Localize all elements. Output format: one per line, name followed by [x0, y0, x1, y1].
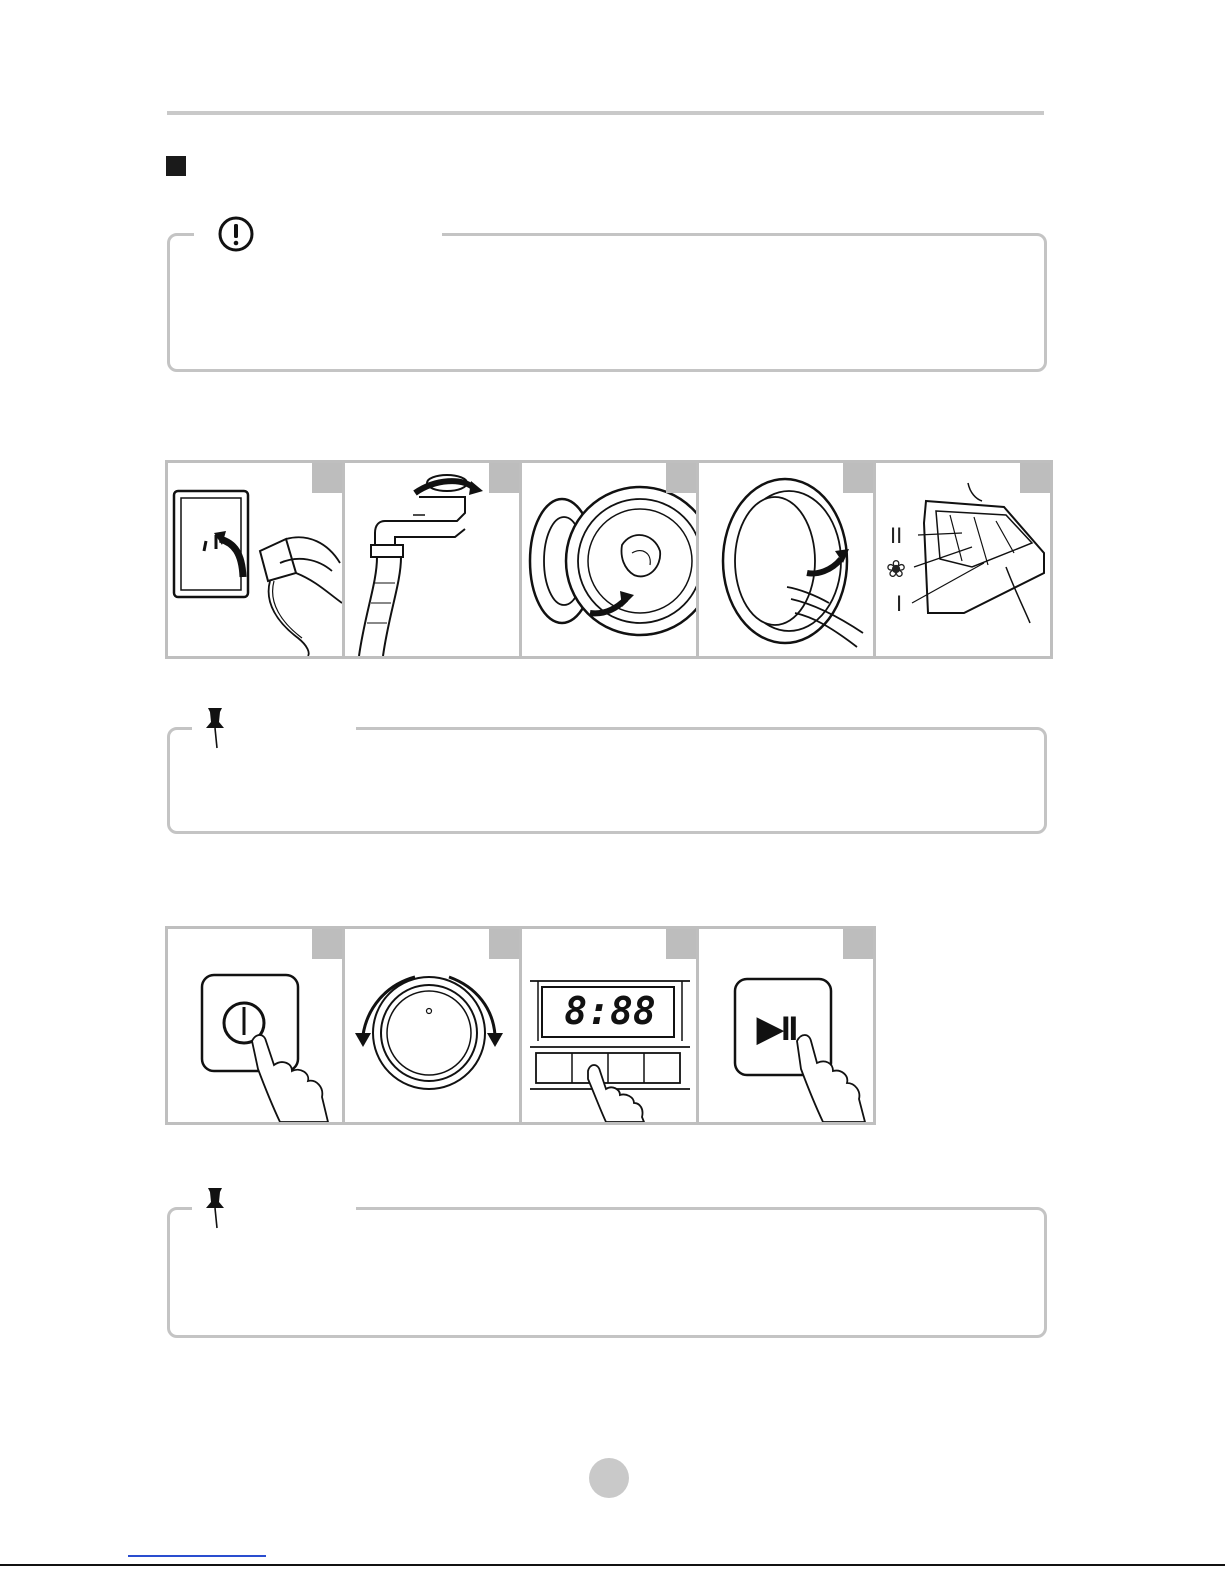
pushpin-icon [200, 706, 230, 750]
preparation-steps [165, 460, 1053, 659]
panel-open-water-tap [345, 463, 519, 656]
panel-load-laundry [522, 463, 696, 656]
pushpin-icon [200, 1186, 230, 1230]
step-tag [312, 929, 342, 959]
page-number-badge [589, 1458, 629, 1498]
note-box-1 [167, 727, 1047, 834]
panel-plug-in-power [168, 463, 342, 656]
footer-rule [0, 1564, 1225, 1566]
start-pause-icon: ▶II [757, 1010, 797, 1048]
panel-press-start-pause [699, 929, 873, 1122]
header-rule [167, 111, 1044, 115]
start-steps [165, 926, 876, 1125]
panel-select-options [522, 929, 696, 1122]
panel-press-power [168, 929, 342, 1122]
prewash-label: I [896, 591, 903, 616]
step-tag [843, 929, 873, 959]
note-box-2 [167, 1207, 1047, 1338]
panel-close-door [699, 463, 873, 656]
step-tag [1020, 463, 1050, 493]
section-bullet-square [166, 156, 186, 176]
step-tag [843, 463, 873, 493]
step-tag [666, 463, 696, 493]
softener-flower-icon: ❀ [886, 556, 907, 583]
step-tag [489, 929, 519, 959]
digital-display-readout: 8:88 [564, 989, 656, 1033]
panel-add-detergent [876, 463, 1050, 656]
footer-link-underline[interactable] [128, 1555, 266, 1557]
step-tag [312, 463, 342, 493]
exclamation-circle-icon [216, 214, 256, 254]
warning-note-box [167, 233, 1047, 372]
main-wash-label: II [890, 523, 903, 548]
step-tag [666, 929, 696, 959]
panel-select-program [345, 929, 519, 1122]
step-tag [489, 463, 519, 493]
